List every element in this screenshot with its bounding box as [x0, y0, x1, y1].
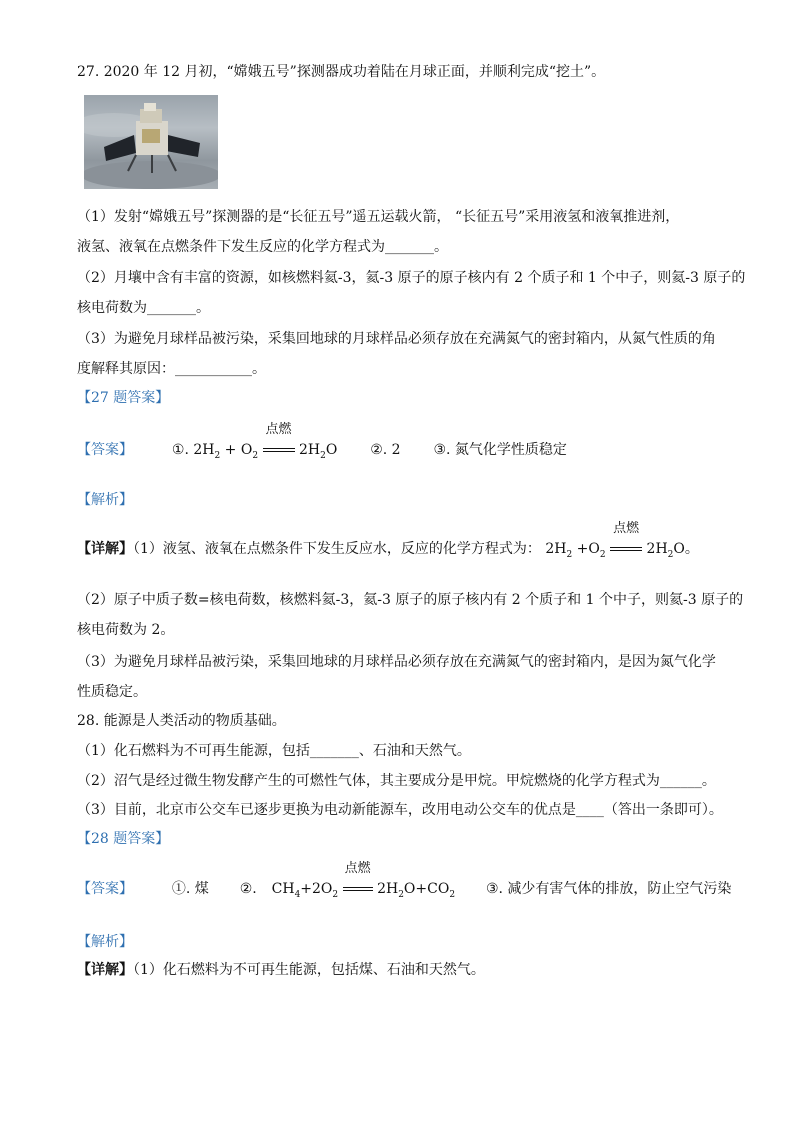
q27-part1-line2: 液氢、液氧在点燃条件下发生反应的化学方程式为_______。	[77, 239, 448, 255]
q27-detail-line5: 性质稳定。	[77, 684, 147, 700]
q27-analysis-label: 【解析】	[77, 492, 133, 508]
q28-answer-heading: 【28 题答案】	[77, 831, 170, 847]
q28-detail-label: 【详解】	[77, 962, 133, 978]
q27-part2-line2: 核电荷数为_______。	[77, 300, 210, 316]
q28-part3: （3）目前，北京市公交车已逐步更换为电动新能源车，改用电动公交车的优点是____（答出一条即可）。	[77, 802, 723, 818]
q27-part1-line1: （1）发射“嫦娥五号”探测器的是“长征五号”遥五运载火箭， “长征五号”采用液氢和液氧推进剂，	[77, 209, 680, 225]
q27-detail-line1: 【详解】（1）液氢、液氧在点燃条件下发生反应水，反应的化学方程式为： $2H_2 +O_2$ 点燃 $2H_2O$。	[77, 521, 699, 560]
q28-answer3: ③. 减少有害气体的排放，防止空气污染	[485, 881, 732, 897]
q27-part3-line2: 度解释其原因：___________。	[77, 361, 266, 377]
q28-part1: （1）化石燃料为不可再生能源，包括_______、石油和天然气。	[77, 743, 471, 759]
q28-answer-line	[77, 861, 732, 905]
q27-part3-line1: （3）为避免月球样品被污染，采集回地球的月球样品必须存放在充满氮气的密封箱内，从氮气性质的角	[77, 331, 716, 347]
chang-e-5-lander-image	[84, 95, 218, 189]
q27-answer-label: 【答案】	[77, 442, 133, 458]
q28-answer-label: 【答案】	[77, 881, 133, 897]
q28-part2: （2）沼气是经过微生物发酵产生的可燃性气体，其主要成分是甲烷。甲烷燃烧的化学方程式为______。	[77, 773, 716, 789]
q28-reaction-arrow: 点燃	[343, 879, 373, 899]
q27-answer3: ③. 氮气化学性质稳定	[433, 442, 567, 458]
q28-analysis-label: 【解析】	[77, 934, 133, 950]
q27-answer-line	[77, 422, 567, 466]
q27-detail-line4: （3）为避免月球样品被污染，采集回地球的月球样品必须存放在充满氮气的密封箱内，是因为氮气化学	[77, 654, 716, 670]
q27-detail-label: 【详解】	[77, 541, 133, 557]
q27-stem: 27. 2020 年 12 月初，“嫦娥五号”探测器成功着陆在月球正面，并顺利完成“挖土”。	[77, 64, 606, 80]
q28-answer2: ②. $CH_4+2O_2$ 点燃 $2H_2O+CO_2$	[239, 861, 456, 900]
q27-detail-line2: （2）原子中质子数=核电荷数，核燃料氦-3，氦-3 原子的原子核内有 2 个质子和 1 个中子，则氦-3 原子的	[77, 592, 744, 608]
q28-stem: 28. 能源是人类活动的物质基础。	[77, 713, 286, 729]
q27-answer-heading: 【27 题答案】	[77, 390, 170, 406]
q27-detail-reaction-arrow: 点燃	[610, 539, 642, 559]
lander-illustration	[84, 95, 218, 189]
q28-answer1: ①. 煤	[171, 881, 209, 897]
q27-part2-line1: （2）月壤中含有丰富的资源，如核燃料氦-3，氦-3 原子的原子核内有 2 个质子和 1 个中子，则氦-3 原子的	[77, 270, 746, 286]
q27-detail-line3: 核电荷数为 2。	[77, 622, 175, 638]
q28-detail-line1: 【详解】（1）化石燃料为不可再生能源，包括煤、石油和天然气。	[77, 962, 485, 978]
q27-answer1: ①. $2H_2 + O_2$ 点燃 $2H_2O$	[171, 422, 338, 461]
q27-reaction-arrow: 点燃	[263, 440, 295, 460]
q27-answer2: ②. 2	[370, 442, 401, 458]
